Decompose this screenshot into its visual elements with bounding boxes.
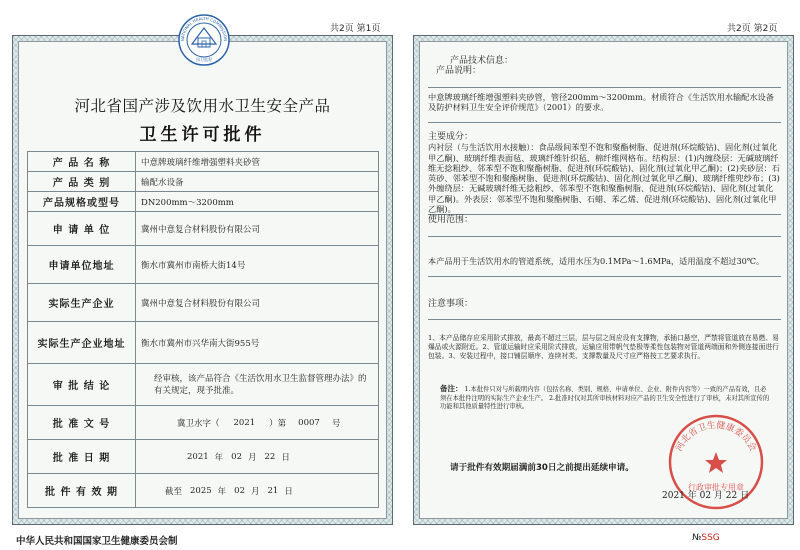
approval-date-unit-month: 月	[247, 452, 257, 463]
table-row	[28, 440, 379, 474]
remarks-box	[440, 385, 770, 412]
notes-label: 注意事项：	[428, 299, 474, 309]
serial-number	[692, 533, 720, 543]
issue-date: 2021 年 02 月 22 日	[662, 491, 750, 501]
label-spec-model: 产品规格或型号	[28, 192, 136, 212]
page-number-left: 共2页 第1页	[330, 24, 381, 34]
approval-no-number: 0007	[298, 417, 320, 428]
usage-label: 使用范围：	[428, 214, 781, 225]
label-product-name: 产 品 名 称	[28, 152, 136, 172]
value-manufacturer-address: 衡水市冀州市兴华南大街955号	[136, 322, 379, 364]
blank-line	[428, 266, 781, 277]
value-applicant: 冀州中意复合材料股份有限公司	[136, 212, 379, 246]
value-validity	[136, 474, 379, 508]
blank-line	[428, 309, 781, 320]
label-product-category: 产 品 类 别	[28, 172, 136, 192]
seal-text-bottom: 行政审批专用章	[688, 483, 744, 492]
approval-date-year: 2021	[187, 451, 209, 462]
table-row	[28, 322, 379, 364]
tech-intro	[428, 56, 781, 123]
approval-date-day: 22	[264, 451, 276, 462]
table-row	[28, 364, 379, 406]
remarks-text: 1.本批件只对与所载明内容（包括名称、类别、规格、申请单位、企业、附件内容等）一致的产品有效，且必须在本批件注明的实际生产企业生产。 2.批准时仅对其所审核材料对应产品的卫生安全性进行了审核，未对其所宣传的功能和其他质量特性进行审核。	[440, 386, 770, 411]
validity-prefix: 截至	[165, 486, 183, 497]
tech-heading: 产品技术信息：	[450, 56, 514, 66]
table-row	[28, 152, 379, 172]
approval-no-year: 2021	[233, 417, 256, 428]
blank-line	[428, 112, 781, 123]
document-title: 河北省国产涉及饮用水卫生安全产品	[74, 97, 331, 115]
composition-label: 主要成分：	[428, 132, 474, 142]
permit-table	[27, 151, 379, 508]
value-product-name: 中意牌玻璃纤维增强塑料夹砂管	[136, 152, 379, 172]
label-manufacturer-address: 实际生产企业地址	[28, 322, 136, 364]
label-approval-date: 批 准 日 期	[28, 440, 136, 474]
value-approval-date	[136, 440, 379, 474]
value-product-category: 输配水设备	[136, 172, 379, 192]
validity-year: 2025	[190, 485, 212, 496]
page-number-right: 共2页 第2页	[727, 24, 778, 34]
notes-box	[428, 334, 781, 361]
product-description: 中意牌玻璃纤维增强塑料夹砂管，管径200mm～3200mm。材质符合《生活饮用水输配水设备及防护材料卫生安全评价规范》（2001）的要求。	[428, 91, 774, 112]
approval-date-month: 02	[231, 451, 242, 462]
table-row	[28, 406, 379, 440]
validity-month: 02	[234, 485, 245, 496]
emblem-text-top: NATIONAL HEALTH COMMISSION	[179, 15, 229, 42]
blank-line	[428, 77, 781, 88]
svg-text:河北省卫生健康委员会	[673, 419, 759, 453]
table-row	[28, 172, 379, 192]
table-row	[28, 284, 379, 322]
label-manufacturer: 实际生产企业	[28, 284, 136, 322]
approval-date-unit-year: 年	[214, 452, 224, 463]
usage-text: 本产品用于生活饮用水的管道系统，适用水压为0.1MPa～1.6MPa，适用温度不超过30℃。	[428, 256, 765, 266]
value-conclusion: 经审核，该产品符合《生活饮用水卫生监督管理办法》的有关规定，现予批准。	[136, 364, 379, 406]
label-conclusion: 审 批 结 论	[28, 364, 136, 406]
notes-header	[428, 299, 781, 320]
serial-prefix: №	[692, 533, 702, 543]
approval-no-prefix: 冀卫水字（	[177, 418, 220, 429]
notes-text: 1、本产品储存应采用阶式排放，最高不超过三层，层与层之间应设有支撑物，承插口悬空，严禁将管道放在易燃、易爆品或火源附近。2、管道运输时应采用阶式排放，运输应用带帆气垫极等柔性包装物对管道两端面和外侧连接面进行包装。3、安装过程中，接口铺层顺序、连续衬类、支撑数量及尺寸应严格按工艺要求执行。	[428, 334, 779, 360]
label-validity: 批 件 有 效 期	[28, 474, 136, 508]
validity-unit-year: 年	[217, 486, 227, 497]
serial-code: SSG	[701, 533, 720, 543]
renewal-notice: 请于批件有效期届满前30日之前提出延续申请。	[450, 463, 634, 473]
blank-line	[428, 226, 781, 237]
label-applicant-address: 申请单位地址	[28, 246, 136, 284]
table-row	[28, 212, 379, 246]
seal-text-top: 河北省卫生健康委员会	[674, 420, 758, 454]
tech-inner-frame	[419, 41, 788, 519]
national-health-emblem-icon	[178, 14, 230, 66]
value-approval-no	[136, 406, 379, 440]
value-spec-model: DN200mm～3200mm	[136, 192, 379, 212]
value-applicant-address: 衡水市冀州市南桥大街14号	[136, 246, 379, 284]
label-applicant: 申 请 单 位	[28, 212, 136, 246]
composition-box	[428, 132, 781, 237]
value-manufacturer: 冀州中意复合材料股份有限公司	[136, 284, 379, 322]
emblem-text-bottom: 国卫监督	[196, 57, 212, 62]
validity-unit-month: 月	[251, 486, 260, 497]
desc-label: 产品说明：	[436, 66, 482, 77]
label-approval-no: 批 准 文 号	[28, 406, 136, 440]
remarks-label: 备注：	[440, 384, 463, 393]
validity-day: 21	[267, 485, 279, 496]
table-row	[28, 474, 379, 508]
tech-info-page	[413, 35, 794, 525]
document-subtitle: 卫生许可批件	[139, 125, 266, 145]
approval-no-suffix: 号	[331, 418, 341, 429]
usage-box	[428, 256, 781, 277]
composition-text: 内衬层（与生活饮用水接触）：食品级间苯型不饱和聚酯树脂、促进剂(环烷酸钴)、固化剂(过氧化甲乙酮)、玻璃纤维表面毡、玻璃纤维针织毡、棉纤维网格布。结构层：(1)内缠绕层：无碱玻璃纤维无捻粗纱、邻苯型不饱和聚酯树脂、促进剂(环烷酸钴)、固化剂(过氧化甲乙酮)；(2)夹砂层：石英砂、邻苯型不饱和聚酯树脂、促进剂(环烷酸钴)、固化剂(过氧化甲乙酮)、玻璃纤维兜纱布；(3)外缠绕层：无碱玻璃纤维无捻粗纱、邻苯型不饱和聚酯树脂、促进剂(环烷酸钴)、固化剂(过氧化甲乙酮)。外表层：邻苯型不饱和聚酯树脂、石蜡、苯乙烯、促进剂(环烷酸钴)、固化剂(过氧化甲乙酮)。	[428, 142, 780, 215]
approval-no-mid: ）第	[269, 418, 287, 429]
issuer-footer: 中华人民共和国国家卫生健康委员会制	[16, 536, 178, 547]
approval-date-unit-day: 日	[281, 452, 290, 463]
table-row	[28, 246, 379, 284]
validity-unit-day: 日	[284, 486, 293, 497]
table-row	[28, 192, 379, 212]
